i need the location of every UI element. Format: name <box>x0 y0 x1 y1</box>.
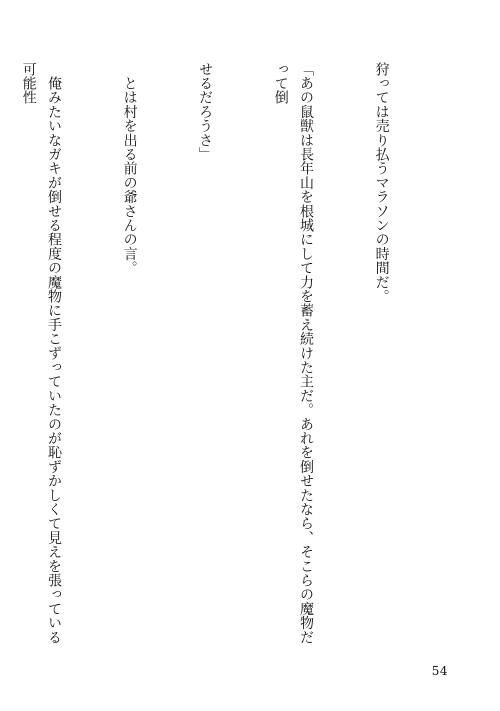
text-line-1: 狩っては売り払うマラソンの時間だ。 <box>373 62 390 304</box>
text-line-3: せるだろうさ」 <box>197 62 214 162</box>
body-text <box>20 62 444 652</box>
text-line-4: とは村を出る前の爺さんの言。 <box>121 62 138 275</box>
text-line-2: 「あの鼠獣は長年山を根城にして力を蓄え続けた主だ。あれを倒せたなら、そこらの魔物だって倒 <box>272 62 314 645</box>
page-number: 54 <box>431 664 448 678</box>
text-line-5: 俺みたいなガキが倒せる程度の魔物に手こずっていたのが恥ずかしくて見えを張っている可能性 <box>20 62 62 645</box>
